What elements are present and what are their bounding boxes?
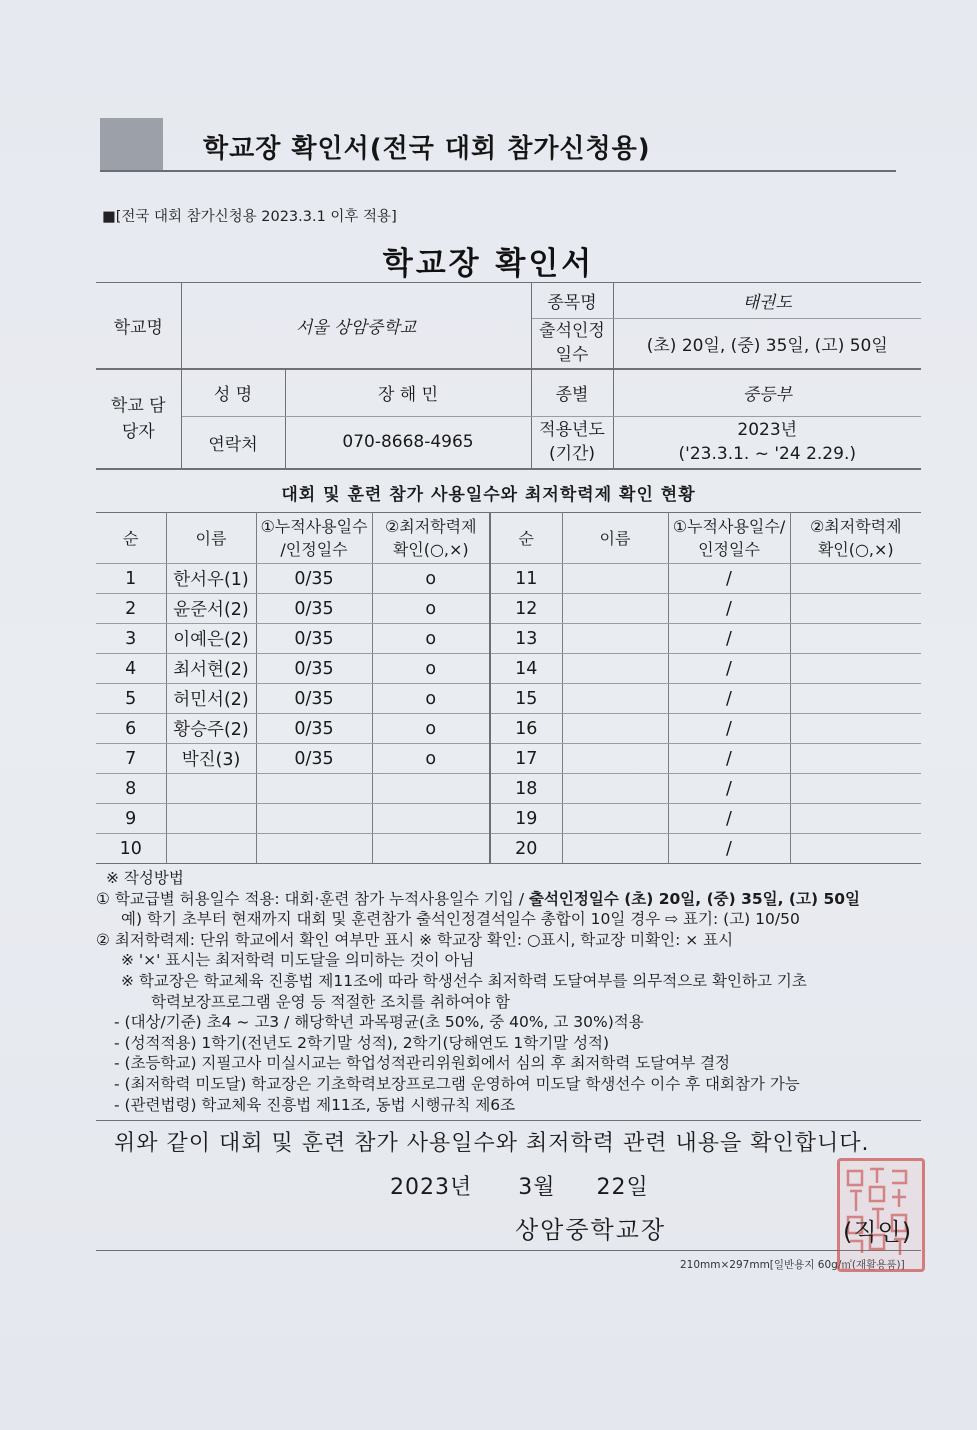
cell-l-name xyxy=(166,774,256,804)
cell-r-no: 20 xyxy=(490,834,562,864)
cell-l-days: 0/35 xyxy=(256,654,372,684)
roster-body xyxy=(96,564,921,864)
header-name: 이름 xyxy=(166,513,256,564)
date-day: 22일 xyxy=(596,1175,649,1200)
cell-l-check: o xyxy=(372,744,490,774)
cell-r-no: 16 xyxy=(490,714,562,744)
sub-note: ■[전국 대회 참가신청용 2023.3.1 이후 적용] xyxy=(102,209,397,225)
category-label: 종별 xyxy=(531,369,613,417)
year-cell xyxy=(613,417,921,469)
cell-r-days: / xyxy=(668,834,790,864)
school-info-table xyxy=(96,282,921,470)
cell-r-name xyxy=(562,684,668,714)
cell-r-days: / xyxy=(668,684,790,714)
cell-r-no: 19 xyxy=(490,804,562,834)
table-row xyxy=(96,804,921,834)
cell-l-name: 윤준서(2) xyxy=(166,594,256,624)
cell-r-name xyxy=(562,564,668,594)
cell-l-days: 0/35 xyxy=(256,624,372,654)
cell-l-name: 한서우(1) xyxy=(166,564,256,594)
year-value: 2023년 xyxy=(737,420,798,441)
cell-l-check: o xyxy=(372,684,490,714)
cell-l-check xyxy=(372,834,490,864)
note-2: ② 최저학력제: 단위 학교에서 확인 여부만 표시 ※ 학교장 확인: ○표시, 학교장 미확인: × 표시 xyxy=(96,930,734,949)
table-row xyxy=(96,744,921,774)
roster-table xyxy=(96,512,921,864)
issue-date xyxy=(390,1170,649,1201)
cell-l-check: o xyxy=(372,714,490,744)
cell-l-name: 이예은(2) xyxy=(166,624,256,654)
cell-l-no: 7 xyxy=(96,744,166,774)
header-check-right-line2: 확인(○,×) xyxy=(817,540,894,559)
cell-l-name xyxy=(166,834,256,864)
attendance-label: 출석인정 일수 xyxy=(531,319,613,369)
cell-l-name: 황승주(2) xyxy=(166,714,256,744)
cell-l-no: 4 xyxy=(96,654,166,684)
header-no: 순 xyxy=(96,513,166,564)
cell-r-check xyxy=(790,714,921,744)
cell-l-no: 2 xyxy=(96,594,166,624)
cell-r-name xyxy=(562,654,668,684)
cell-r-days: / xyxy=(668,804,790,834)
notes-heading: ※ 작성방법 xyxy=(106,869,184,887)
note-1-bold: 출석인정일수 (초) 20일, (중) 35일, (고) 50일 xyxy=(528,889,861,908)
note-3: ※ '×' 표시는 최저학력 미도달을 의미하는 것이 아님 xyxy=(121,951,475,970)
cell-l-check: o xyxy=(372,654,490,684)
cell-l-no: 9 xyxy=(96,804,166,834)
cell-l-name xyxy=(166,804,256,834)
note-detail-4: - (최저학력 미도달) 학교장은 기초학력보장프로그램 운영하여 미도달 학생선수 이수 후 대회참가 가능 xyxy=(114,1074,800,1093)
cell-r-days: / xyxy=(668,564,790,594)
cell-l-check: o xyxy=(372,594,490,624)
header-check xyxy=(372,513,490,564)
header-check-line2: 확인(○,×) xyxy=(392,540,469,559)
confirmation-statement: 위와 같이 대회 및 훈련 참가 사용일수와 최저학력 관련 내용을 확인합니다. xyxy=(114,1131,870,1156)
main-title: 학교장 확인서 xyxy=(382,246,595,282)
cell-l-days: 0/35 xyxy=(256,714,372,744)
sport-label: 종목명 xyxy=(531,283,613,319)
header-days-right-line2: 인정일수 xyxy=(698,540,760,559)
writing-notes xyxy=(96,868,926,1115)
section-title: 대회 및 훈련 참가 사용일수와 최저학력제 확인 현황 xyxy=(281,485,696,505)
cell-r-check xyxy=(790,834,921,864)
cell-r-name xyxy=(562,834,668,864)
table-row xyxy=(96,624,921,654)
note-1-example: 예) 학기 초부터 현재까지 대회 및 훈련참가 출석인정결석일수 총합이 10일 경우 ⇨ 표기: (고) 10/50 xyxy=(121,910,800,929)
header-days-right xyxy=(668,513,790,564)
cell-r-check xyxy=(790,654,921,684)
table-row xyxy=(96,564,921,594)
cell-r-name xyxy=(562,804,668,834)
cell-r-name xyxy=(562,744,668,774)
table-row xyxy=(96,774,921,804)
table-row xyxy=(96,654,921,684)
cell-l-days: 0/35 xyxy=(256,744,372,774)
cell-l-no: 10 xyxy=(96,834,166,864)
cell-l-days: 0/35 xyxy=(256,594,372,624)
cell-r-name xyxy=(562,714,668,744)
cell-l-days: 0/35 xyxy=(256,684,372,714)
header-name-right: 이름 xyxy=(562,513,668,564)
cell-l-no: 3 xyxy=(96,624,166,654)
header-check-right-line1: ②최저학력제 xyxy=(809,517,902,536)
cell-r-no: 14 xyxy=(490,654,562,684)
note-1 xyxy=(96,889,926,910)
year-label: 적용년도 (기간) xyxy=(531,417,613,469)
date-year: 2023년 xyxy=(390,1175,473,1200)
header-days-line1: ①누적사용일수 xyxy=(260,517,368,536)
cell-l-days: 0/35 xyxy=(256,564,372,594)
cell-r-check xyxy=(790,774,921,804)
table-row xyxy=(96,834,921,864)
note-1-text: ① 학교급별 허용일수 적용: 대회·훈련 참가 누적사용일수 기입 / xyxy=(96,889,529,908)
header-days-line2: /인정일수 xyxy=(280,540,348,559)
manager-label: 학교 담당자 xyxy=(96,369,181,469)
header-gray-block xyxy=(100,118,163,172)
sport-value: 태권도 xyxy=(613,283,921,319)
cell-r-days: / xyxy=(668,714,790,744)
cell-r-days: / xyxy=(668,624,790,654)
cell-l-days xyxy=(256,834,372,864)
cell-r-name xyxy=(562,624,668,654)
header-days-right-line1: ①누적사용일수/ xyxy=(672,517,786,536)
attendance-value: (초) 20일, (중) 35일, (고) 50일 xyxy=(613,319,921,369)
note-5: 학력보장프로그램 운영 등 적절한 조치를 취하여야 함 xyxy=(151,992,510,1011)
cell-r-check xyxy=(790,744,921,774)
note-detail-1: - (대상/기준) 초4 ~ 고3 / 해당학년 과목평균(초 50%, 중 40%, 고 30%)적용 xyxy=(114,1013,644,1032)
cell-r-no: 13 xyxy=(490,624,562,654)
cell-l-days xyxy=(256,774,372,804)
name-value: 장 해 민 xyxy=(285,369,531,417)
header-days xyxy=(256,513,372,564)
cell-l-name: 박진(3) xyxy=(166,744,256,774)
header-check-line1: ②최저학력제 xyxy=(384,517,477,536)
cell-r-days: / xyxy=(668,594,790,624)
cell-l-days xyxy=(256,804,372,834)
cell-l-no: 1 xyxy=(96,564,166,594)
contact-label: 연락처 xyxy=(181,417,285,469)
cell-l-name: 최서현(2) xyxy=(166,654,256,684)
header-divider xyxy=(100,170,896,172)
cell-r-check xyxy=(790,804,921,834)
table-row xyxy=(96,594,921,624)
cell-r-no: 11 xyxy=(490,564,562,594)
header-no-right: 순 xyxy=(490,513,562,564)
cell-l-no: 6 xyxy=(96,714,166,744)
notes-divider xyxy=(96,1120,921,1121)
note-4: ※ 학교장은 학교체육 진흥법 제11조에 따라 학생선수 최저학력 도달여부를 의무적으로 확인하고 기초 xyxy=(121,971,807,990)
paper-spec: 210mm×297mm[일반용지 60g/㎡(재활용품)] xyxy=(680,1259,905,1271)
cell-r-check xyxy=(790,684,921,714)
cell-l-check: o xyxy=(372,624,490,654)
cell-l-no: 5 xyxy=(96,684,166,714)
cell-l-name: 허민서(2) xyxy=(166,684,256,714)
cell-l-no: 8 xyxy=(96,774,166,804)
header-title: 학교장 확인서(전국 대회 참가신청용) xyxy=(203,134,651,164)
footer-divider xyxy=(96,1250,921,1251)
cell-r-days: / xyxy=(668,774,790,804)
cell-r-check xyxy=(790,594,921,624)
signer-name: 상암중학교장 xyxy=(515,1216,667,1244)
cell-l-check: o xyxy=(372,564,490,594)
note-detail-3: - (초등학교) 지필고사 미실시교는 학업성적관리위원회에서 심의 후 최저학력 도달여부 결정 xyxy=(114,1054,731,1073)
cell-r-check xyxy=(790,564,921,594)
cell-l-check xyxy=(372,804,490,834)
school-value: 서울 상암중학교 xyxy=(181,283,531,369)
seal-label: (직인) xyxy=(843,1218,913,1246)
cell-r-no: 17 xyxy=(490,744,562,774)
school-label: 학교명 xyxy=(96,283,181,369)
date-month: 3월 xyxy=(518,1175,556,1200)
note-detail-2: - (성적적용) 1학기(전년도 2학기말 성적), 2학기(당해연도 1학기말 성적) xyxy=(114,1033,610,1052)
note-detail-5: - (관련법령) 학교체육 진흥법 제11조, 동법 시행규칙 제6조 xyxy=(114,1095,516,1114)
cell-r-days: / xyxy=(668,654,790,684)
cell-r-days: / xyxy=(668,744,790,774)
cell-l-check xyxy=(372,774,490,804)
cell-r-no: 18 xyxy=(490,774,562,804)
cell-r-no: 12 xyxy=(490,594,562,624)
cell-r-name xyxy=(562,594,668,624)
cell-r-check xyxy=(790,624,921,654)
header-check-right xyxy=(790,513,921,564)
category-value: 중등부 xyxy=(613,369,921,417)
cell-r-name xyxy=(562,774,668,804)
table-row xyxy=(96,714,921,744)
contact-value: 070-8668-4965 xyxy=(285,417,531,469)
name-label: 성 명 xyxy=(181,369,285,417)
cell-r-no: 15 xyxy=(490,684,562,714)
table-row xyxy=(96,684,921,714)
period-value: ('23.3.1. ~ '24 2.29.) xyxy=(678,444,856,465)
